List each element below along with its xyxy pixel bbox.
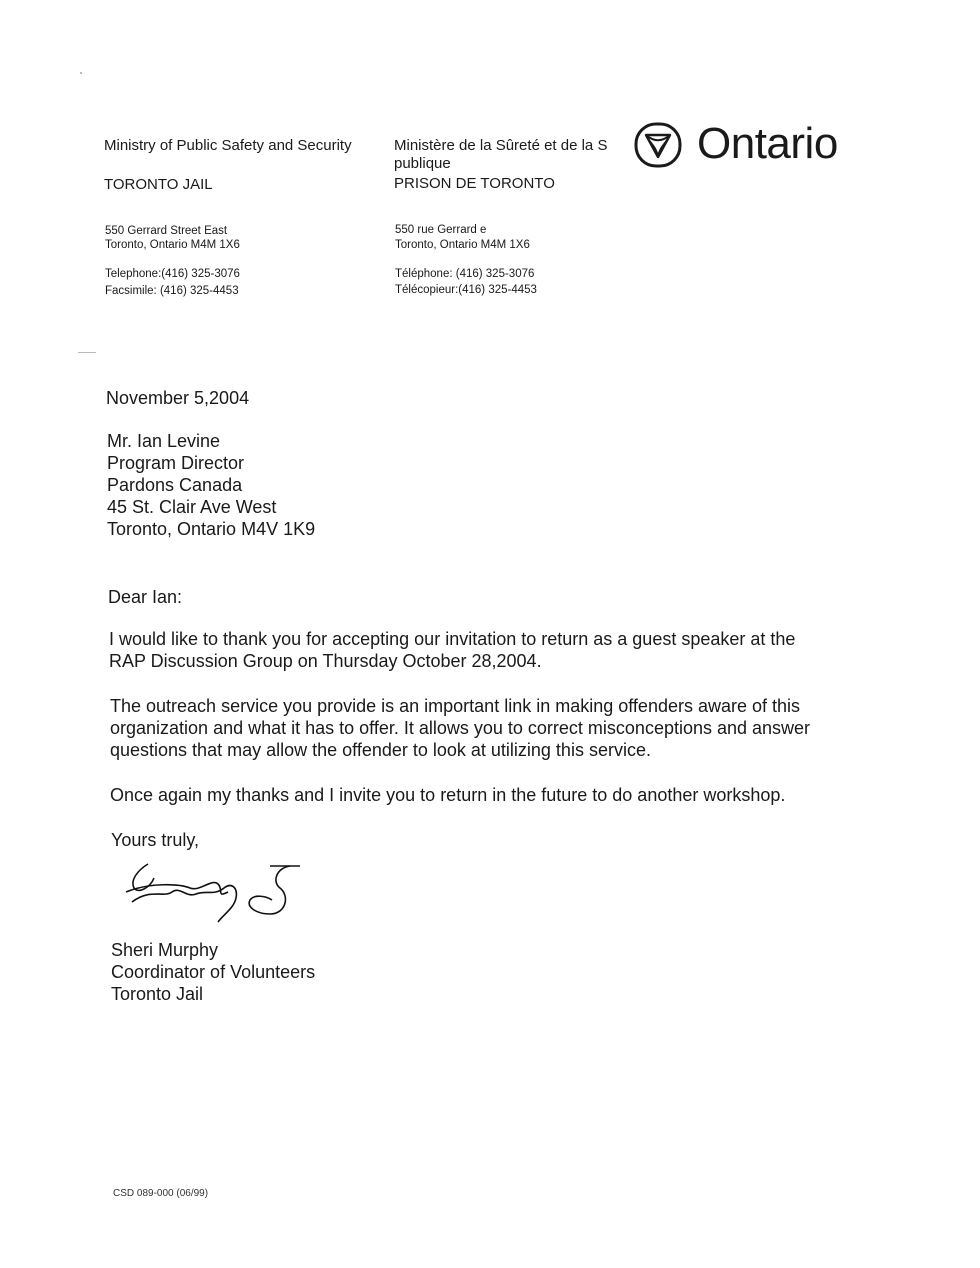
address-line1-en: 550 Gerrard Street East — [105, 225, 228, 237]
form-code: CSD 089-000 (06/99) — [113, 1188, 209, 1199]
recipient-address — [107, 430, 315, 540]
ministry-name-fr-line2: publique — [394, 155, 451, 172]
paragraph-line: organization and what it has to offer. It allows you to correct misconceptions and answer — [110, 718, 811, 738]
signer-block — [111, 939, 315, 1005]
facility-name-fr: PRISON DE TORONTO — [394, 175, 555, 192]
paragraph-line: Once again my thanks and I invite you to return in the future to do another workshop. — [110, 785, 786, 805]
address-line2-fr: Toronto, Ontario M4M 1X6 — [395, 239, 530, 251]
paragraph-2 — [110, 695, 810, 761]
letter-date: November 5,2004 — [106, 388, 250, 408]
ontario-trillium-icon — [634, 122, 682, 168]
address-line2-en: Toronto, Ontario M4M 1X6 — [105, 239, 240, 251]
ontario-wordmark: Ontario — [697, 119, 838, 168]
telephone-fr: Téléphone: (416) 325-3076 — [395, 268, 535, 280]
handwritten-signature-icon — [120, 858, 310, 928]
salutation: Dear Ian: — [108, 587, 183, 607]
facsimile-en: Facsimile: (416) 325-4453 — [105, 285, 239, 297]
signer-title: Coordinator of Volunteers — [111, 962, 316, 982]
paragraph-line: RAP Discussion Group on Thursday October 28,2004. — [109, 651, 542, 671]
paragraph-line: The outreach service you provide is an important link in making offenders aware of this — [110, 696, 801, 716]
recipient-line: 45 St. Clair Ave West — [107, 497, 277, 517]
facility-name-en: TORONTO JAIL — [104, 176, 213, 193]
signer-organization: Toronto Jail — [111, 984, 204, 1004]
recipient-line: Program Director — [107, 453, 245, 473]
paragraph-line: I would like to thank you for accepting our invitation to return as a guest speaker at the — [109, 629, 796, 649]
telephone-en: Telephone:(416) 325-3076 — [105, 268, 240, 280]
facsimile-fr: Télécopieur:(416) 325-4453 — [395, 284, 537, 296]
ministry-name-en: Ministry of Public Safety and Security — [104, 137, 352, 154]
paragraph-line: questions that may allow the offender to look at utilizing this service. — [110, 740, 651, 760]
address-line1-fr: 550 rue Gerrard e — [395, 224, 487, 236]
scan-speck — [78, 352, 96, 353]
recipient-line: Toronto, Ontario M4V 1K9 — [107, 519, 316, 539]
closing: Yours truly, — [111, 830, 200, 850]
signer-name: Sheri Murphy — [111, 940, 219, 960]
recipient-line: Pardons Canada — [107, 475, 243, 495]
ministry-name-fr-line1: Ministère de la Sûreté et de la S — [394, 137, 608, 154]
scan-speck — [80, 72, 82, 74]
paragraph-3 — [110, 784, 785, 806]
recipient-line: Mr. Ian Levine — [107, 431, 221, 451]
paragraph-1 — [109, 628, 795, 672]
